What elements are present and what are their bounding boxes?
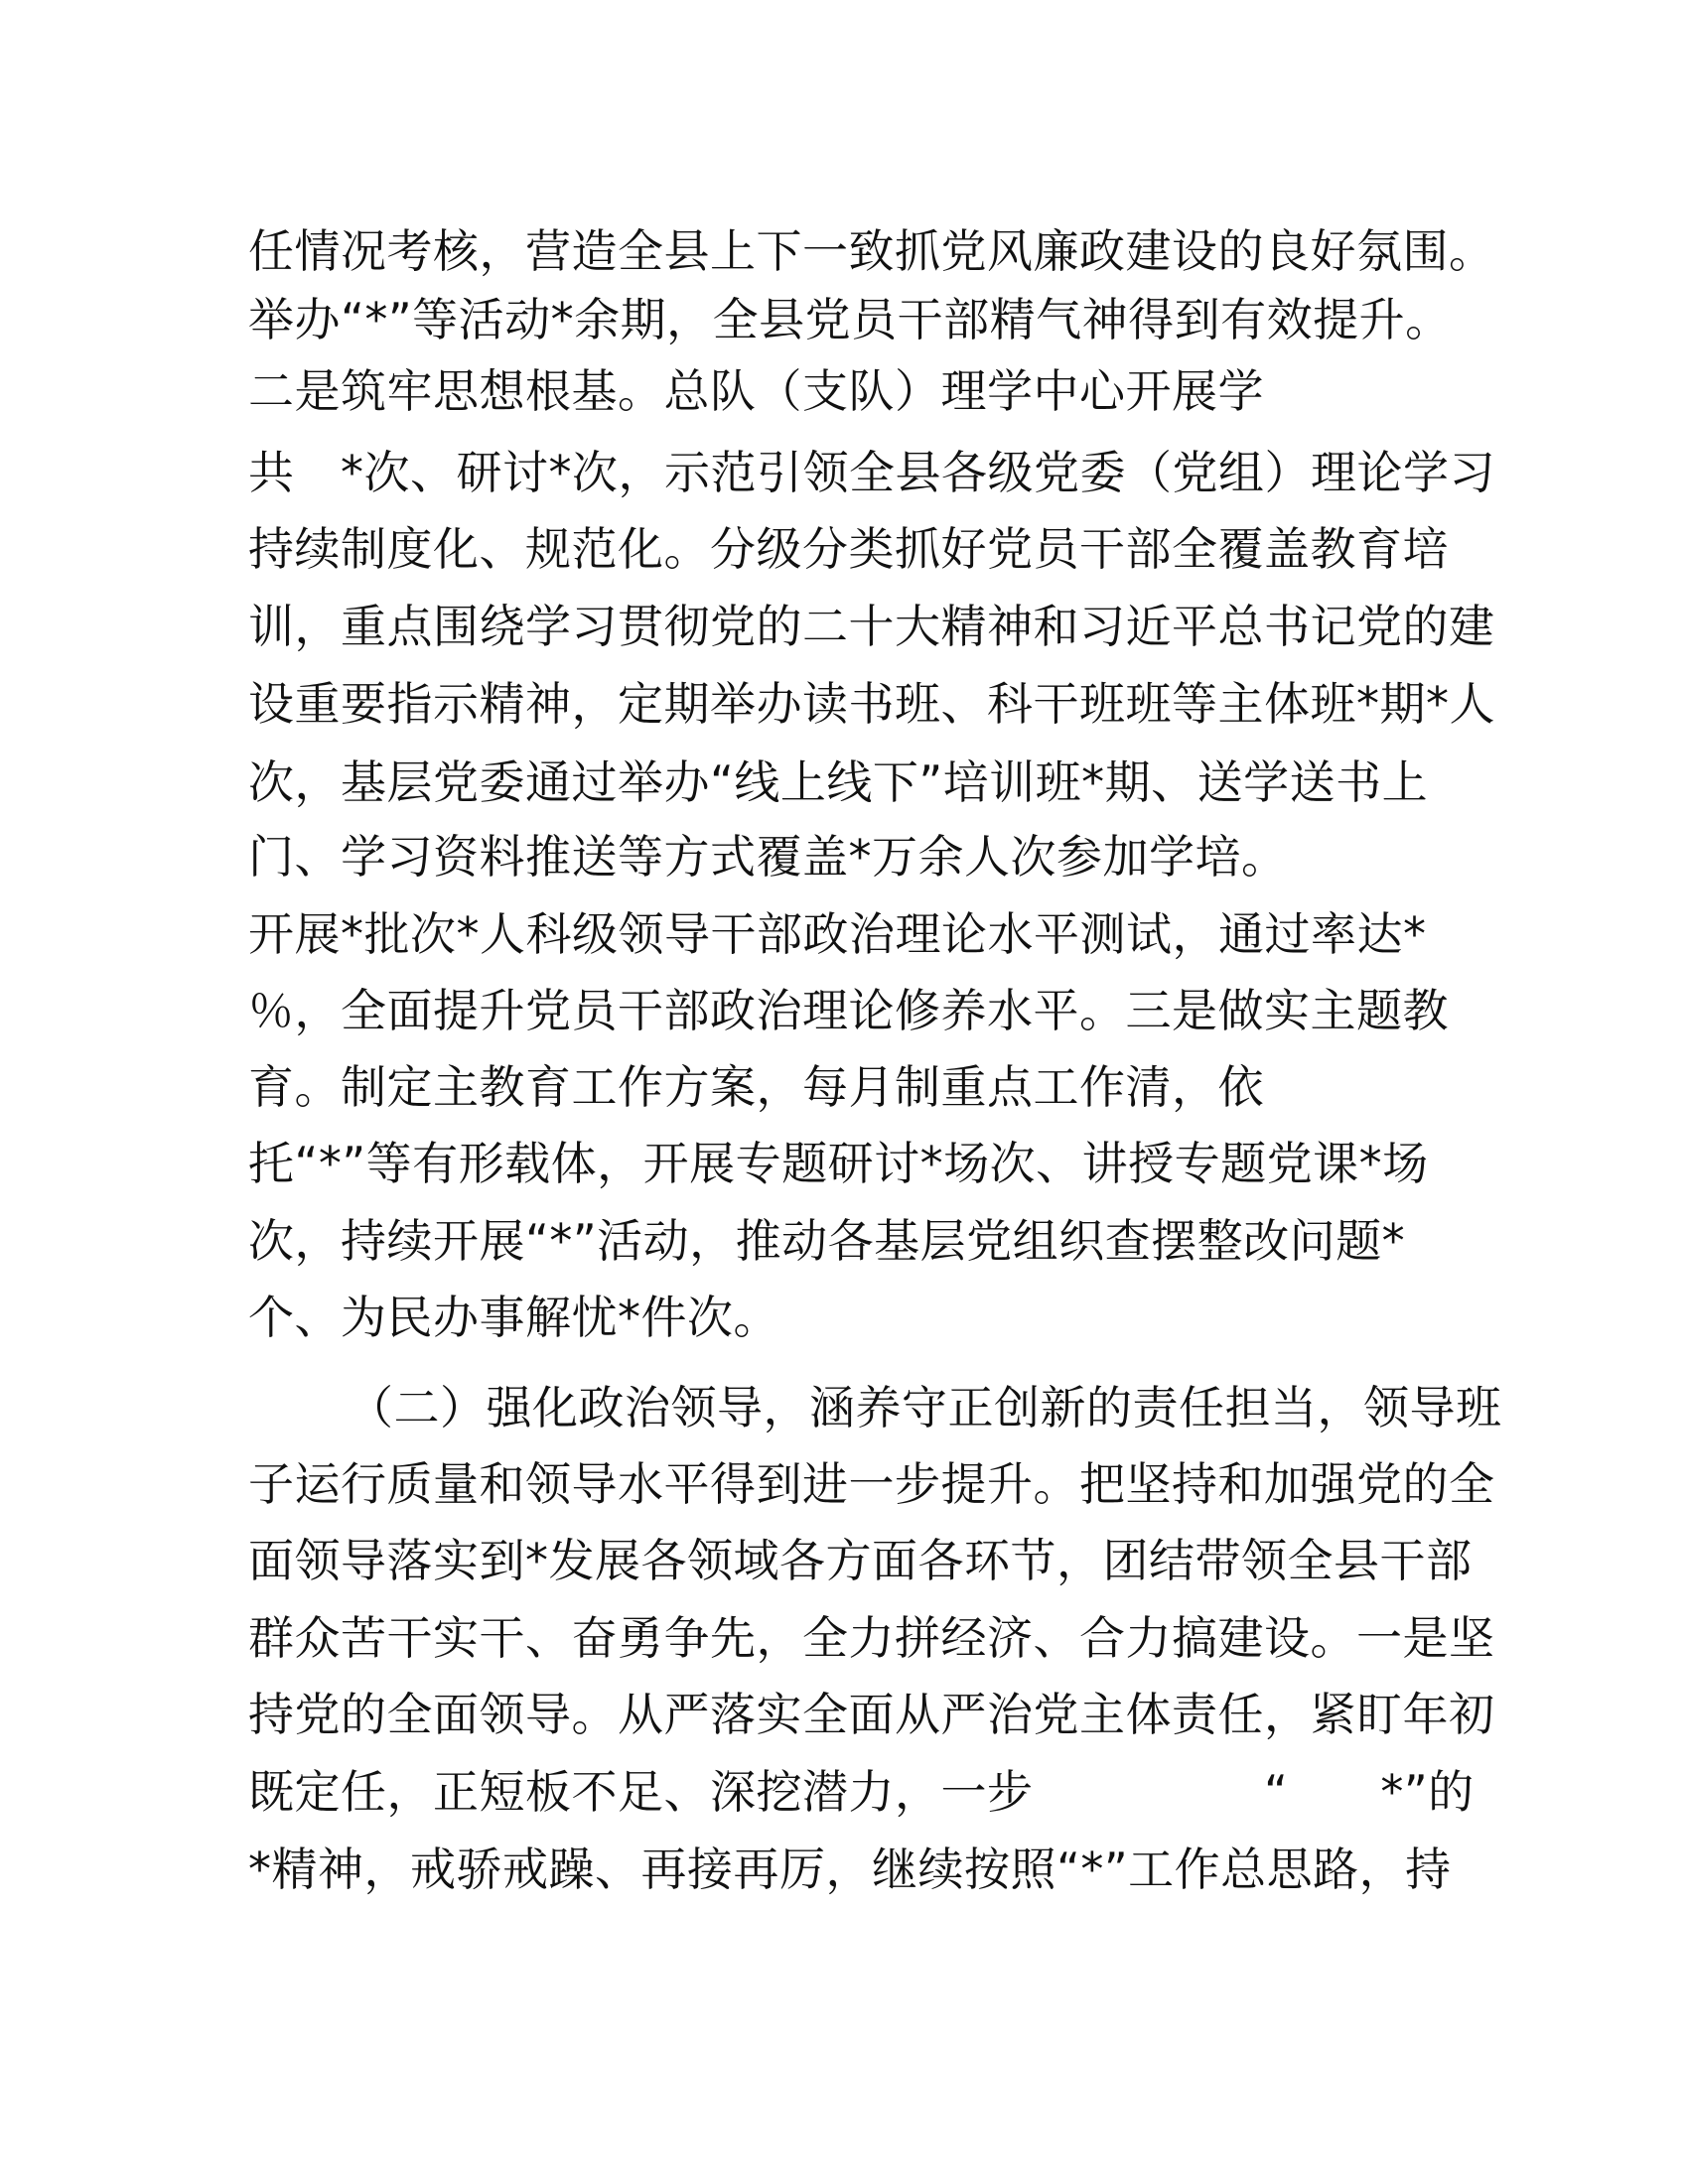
text-line-9: 门、学习资料推送等方式覆盖*万余人次参加学培。 bbox=[248, 830, 1288, 884]
text-line-17: 子运行质量和领导水平得到进一步提升。把坚持和加强党的全 bbox=[248, 1457, 1495, 1511]
text-line-8: 次，基层党委通过举办“线上线下”培训班*期、送学送书上 bbox=[248, 755, 1429, 809]
text-line-20: 持党的全面领导。从严落实全面从严治党主体责任，紧盯年初 bbox=[248, 1688, 1495, 1741]
text-line-4: 共 *次、研讨*次，示范引领全县各级党委（党组）理论学习 bbox=[248, 446, 1495, 499]
text-line-19: 群众苦干实干、奋勇争先，全力拼经济、合力搞建设。一是坚 bbox=[248, 1611, 1495, 1665]
text-line-6: 训，重点围绕学习贯彻党的二十大精神和习近平总书记党的建 bbox=[248, 600, 1495, 653]
text-line-5: 持续制度化、规范化。分级分类抓好党员干部全覆盖教育培 bbox=[248, 522, 1449, 576]
text-line-13: 托“*”等有形载体，开展专题研讨*场次、讲授专题党课*场 bbox=[248, 1137, 1429, 1190]
text-line-11: ％，全面提升党员干部政治理论修养水平。三是做实主题教 bbox=[248, 984, 1449, 1037]
text-line-3: 二是筑牢思想根基。总队（支队）理学中心开展学 bbox=[248, 364, 1264, 418]
text-line-22: *精神，戒骄戒躁、再接再厉，继续按照“*”工作总思路，持 bbox=[248, 1843, 1452, 1896]
text-line-21: 既定任，正短板不足、深挖潜力，一步 “ *”的 bbox=[248, 1765, 1475, 1819]
text-line-15: 个、为民办事解忧*件次。 bbox=[248, 1291, 779, 1344]
text-line-14: 次，持续开展“*”活动，推动各基层党组织查摆整改问题* bbox=[248, 1214, 1406, 1268]
text-line-16: （二）强化政治领导，涵养守正创新的责任担当，领导班 bbox=[348, 1381, 1502, 1434]
text-line-12: 育。制定主教育工作方案，每月制重点工作清，依 bbox=[248, 1060, 1264, 1114]
text-line-1: 任情况考核，营造全县上下一致抓党风廉政建设的良好氛围。 bbox=[248, 224, 1495, 278]
text-line-18: 面领导落实到*发展各领域各方面各环节，团结带领全县干部 bbox=[248, 1534, 1473, 1587]
text-line-7: 设重要指示精神，定期举办读书班、科干班班等主体班*期*人 bbox=[248, 677, 1495, 731]
text-line-10: 开展*批次*人科级领导干部政治理论水平测试，通过率达* bbox=[248, 907, 1427, 961]
text-line-2: 举办“*”等活动*余期，全县党员干部精气神得到有效提升。 bbox=[248, 293, 1452, 346]
